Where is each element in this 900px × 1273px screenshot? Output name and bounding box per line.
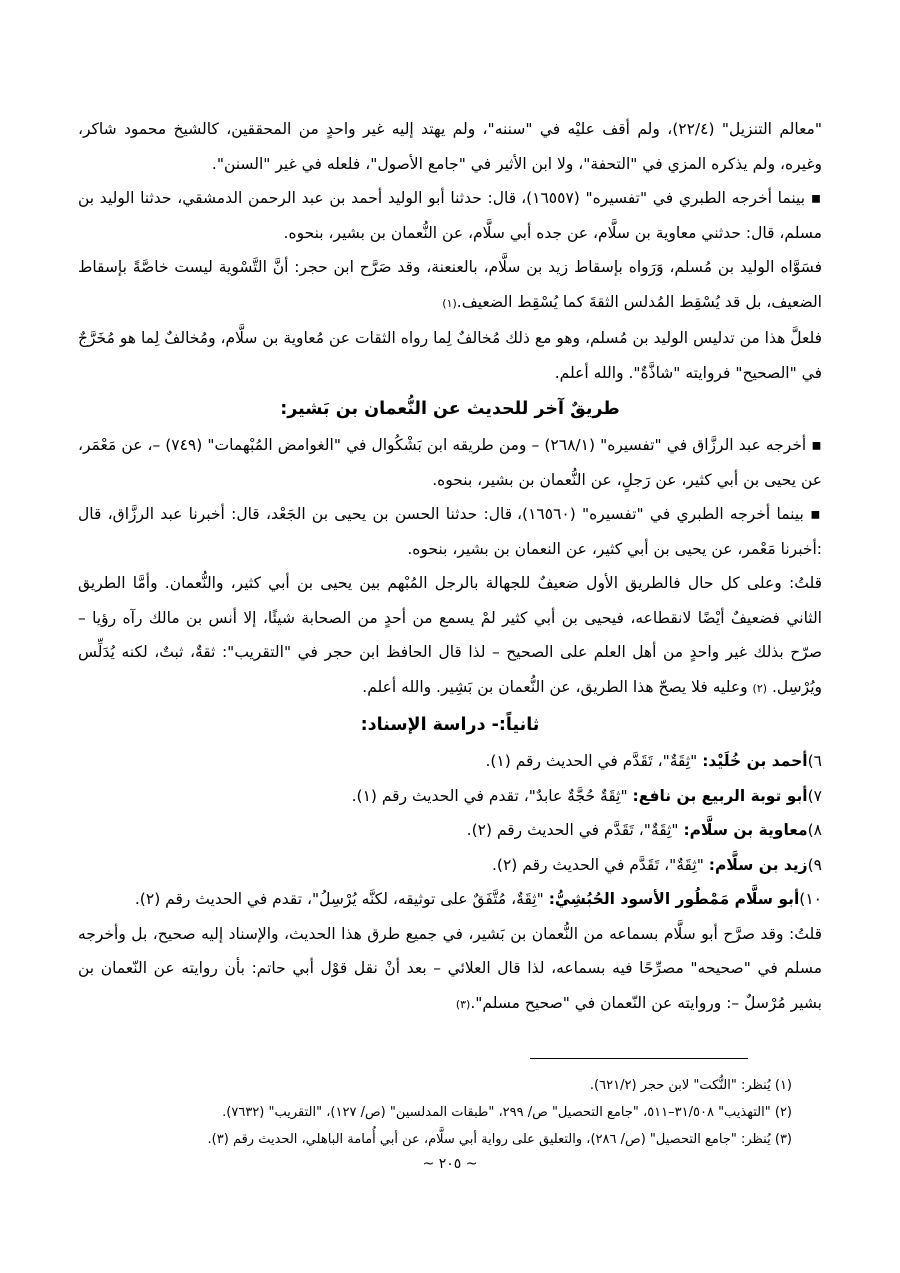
footnote-divider: [530, 1058, 748, 1059]
paragraph-7-text: قلتُ: وعلى كل حال فالطريق الأول ضعيفٌ للجهالة بالرجل المُبْهم بين يحيى بن أبي كثير، والنُّعمان. وأمَّا الطريق الثاني فضعيفٌ أيْضًا لانقطاعه، فيحيى بن أبي كثير لمْ يسمع من أحدٍ من الصحابة شيئًا، إلا أنس بن مالك رآه رؤيا – صرّح بذلك غير واحدٍ من أهل العلم على الصحيح – لذا قال الحافظ ابن حجر في "التقريب": ثقةٌ، ثبتٌ، لكنه يُدَلِّس ويُرْسِل.: [78, 574, 822, 696]
paragraph-7: [78, 566, 822, 706]
narrator-name: أبو سلَّام مَمْطُور الأسود الحُبُشِيُّ:: [548, 890, 800, 908]
narrator-grade: "ثِقَةٌ حُجَّةٌ عابدٌ"، تقدم في الحديث رقم (١).: [351, 786, 628, 805]
narrator-name: أبو توبة الربيع بن نافع:: [632, 786, 808, 805]
paragraph-3-text: فسَوَّاه الوليد بن مُسلم، وَرَواه بإسقاط زيد بن سلَّام، بالعنعنة، وقد صَرَّح ابن حجر: أنَّ التَّسْوية ليست خاصَّةً بإسقاط الضعيف، بل قد يُسْقِط المُدلس الثقةَ كما يُسْقِط الضعيف.: [78, 258, 822, 311]
footnote-3: (٣) يُنظر: "جامع التحصيل" (ص/ ٢٨٦)، والتعليق على رواية أبي سلَّام، عن أبي أُمامة الباهلي، الحديث رقم (٣).: [207, 1132, 792, 1147]
narrator-number: ٦): [807, 752, 822, 770]
conclusion-paragraph: [78, 917, 822, 1023]
footnote-ref-1[interactable]: (١): [442, 296, 457, 310]
narrator-name: أحمد بن خُلَيْد:: [702, 752, 808, 770]
page-number: ~ ٢٠٥ ~: [422, 1156, 478, 1172]
footnote-ref-2[interactable]: (٢): [752, 681, 768, 695]
narrator-number: ١٠): [799, 890, 822, 908]
narrator-grade: "ثِقَةٌ"، تَقَدَّم في الحديث رقم (٢).: [466, 821, 679, 839]
main-text: [78, 112, 822, 1022]
narrator-item: [78, 813, 822, 848]
footnote-2: (٢) "التهذيب" ٣١/٥٠٨–٥١١، "جامع التحصيل" ص/ ٢٩٩، "طبقات المدلسين" (ص/ ١٢٧)، "التقريب" (٧٦٣٢).: [222, 1105, 792, 1120]
narrator-item: [78, 882, 822, 917]
paragraph-6: ▪ بينما أخرجه الطبري في "تفسيره" (١٦٥٦٠)، قال: حدثنا الحسن بن يحيى بن الجَعْد، قال: أخبرنا عبد الرزَّاق، قال :أخبرنا مَعْمر، عن يحيى بن أبي كثير، عن النعمان بن بشير، بنحوه.: [78, 497, 822, 566]
narrator-name: زيد بن سلَّام:: [708, 855, 808, 874]
narrator-number: ٧): [807, 786, 822, 805]
narrator-name: معاوية بن سلَّام:: [683, 821, 808, 839]
narrator-item: [78, 744, 822, 779]
narrator-grade: "ثِقَةٌ"، تَقَدَّم في الحديث رقم (١).: [485, 752, 698, 770]
paragraph-1: "معالم التنزيل" (٢٢/٤)، ولم أقف عليْه في "سننه"، ولم يهتد إليه غير واحدٍ من المحققين، كالشيخ محمود شاكر، وغيره، ولم يذكره المزي في "التحفة"، ولا ابن الأثير في "جامع الأصول"، فلعله في غير "السنن".: [78, 120, 822, 173]
narrator-item: [78, 848, 822, 883]
paragraph-2: ▪ بينما أخرجه الطبري في "تفسيره" (١٦٥٥٧)، قال: حدثنا أبو الوليد أحمد بن عبد الرحمن الدمشقي، حدثنا الوليد بن مسلم، قال: حدثني معاوية بن سلَّام، عن جده أبي سلَّام، عن النُّعمان بن بشير، بنحوه.: [78, 181, 822, 250]
conclusion-text: قلتُ: وقد صرَّح أبو سلَّام بسماعه من النُّعمان بن بَشير، في جميع طرق هذا الحديث، والإسناد إليه صحيح، بل وأخرجه مسلم في "صحيحه" مصرِّحًا فيه بسماعه، لذا قال العلائي – بعد أنْ نقل قوْل أبي حاتم: بأن روايته عن النّعمان بن بشير مُرْسلٌ –: وروايته عن النّعمان في "صحيح مسلم".: [78, 924, 822, 1012]
narrator-number: ٨): [807, 821, 822, 839]
narrator-item: [78, 779, 822, 814]
paragraph-4: فلعلَّ هذا من تدليس الوليد بن مُسلم، وهو مع ذلك مُخالفٌ لِما رواه الثقات عن مُعاوية بن سلَّام، ومُخالفٌ لِما هو مُخَرَّجٌ في "الصحيح" فروايته "شاذَّةٌ". والله أعلم.: [78, 329, 822, 382]
narrator-number: ٩): [807, 855, 822, 874]
paragraph-3: [78, 250, 822, 321]
footnote-1: (١) يُنظر: "النُّكت" لابن حجر (٦٢١/٢).: [589, 1078, 792, 1093]
footnotes: [78, 1072, 822, 1153]
paragraph-5: ▪ أخرجه عبد الرزَّاق في "تفسيره" (٢٦٨/١) – ومن طريقه ابن بَشْكُوال في "الغوامض المُبْهمات" (٧٤٩) –، عن مَعْمَر، عن يحيى بن أبي كثير، عن رَجلٍ، عن النُّعمان بن بشير، بنحوه.: [78, 428, 822, 497]
paragraph-7-tail: وعليه فلا يصحّ هذا الطريق، عن النُّعمان بن بَشِير. والله أعلم.: [362, 677, 748, 696]
narrator-grade: "ثِقَةٌ"، تَقَدَّم في الحديث رقم (٢).: [491, 855, 704, 874]
footnote-ref-3[interactable]: (٣): [455, 997, 471, 1011]
section-heading-isnad-study: ثانياً:- دراسة الإسناد:: [360, 715, 540, 735]
narrator-grade: "ثِقَةٌ، مُتَّفَقٌ على توثيقه، لكنَّه يُرْسِلُ"، تقدم في الحديث رقم (٢).: [134, 890, 544, 908]
section-heading-other-route: طريقٌ آخر للحديث عن النُّعمان بن بَشير:: [280, 399, 620, 419]
